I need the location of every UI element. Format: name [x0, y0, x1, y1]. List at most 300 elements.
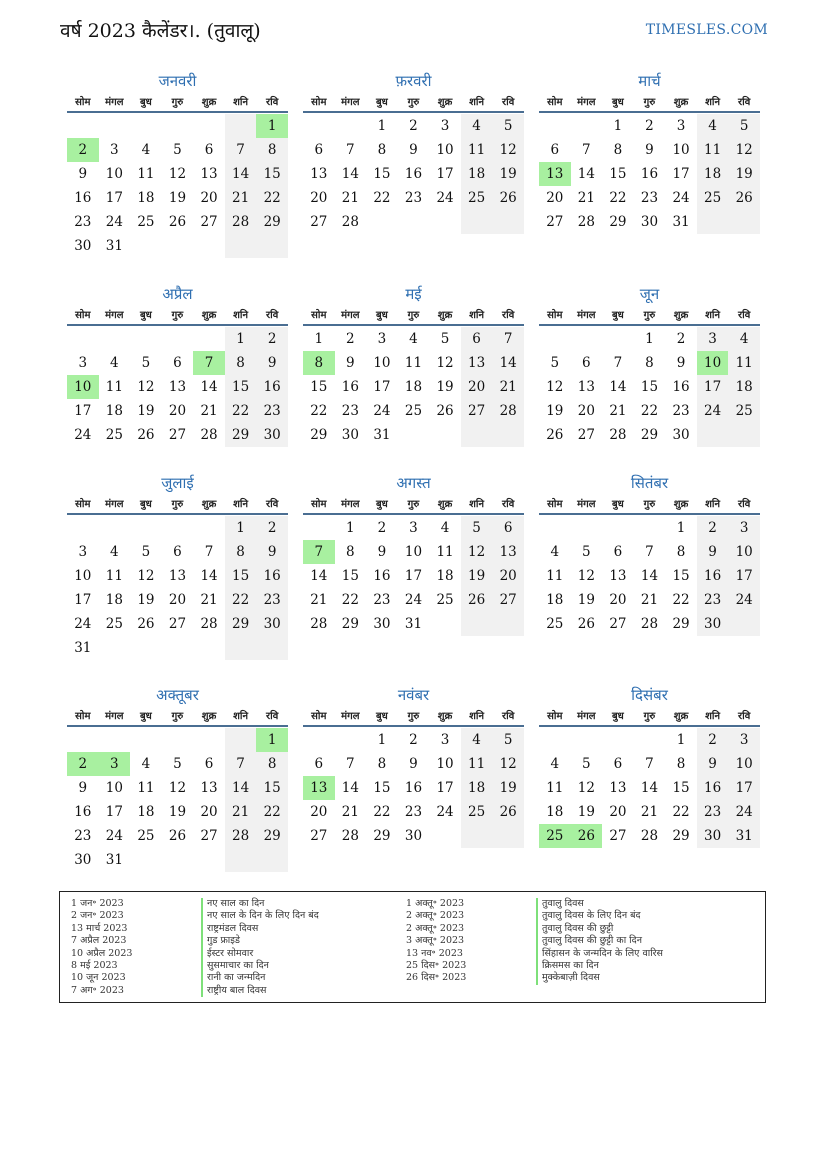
holiday-day-cell[interactable]: 10	[697, 351, 729, 375]
day-cell[interactable]: 29	[609, 214, 627, 230]
day-cell[interactable]: 7	[225, 138, 257, 162]
day-cell[interactable]: 23	[697, 800, 729, 824]
day-cell[interactable]: 12	[137, 379, 155, 395]
day-cell[interactable]: 2	[409, 732, 418, 748]
day-cell[interactable]: 11	[546, 568, 564, 584]
day-cell[interactable]: 7	[346, 756, 355, 772]
day-cell[interactable]: 28	[640, 616, 659, 632]
day-cell[interactable]: 26	[577, 616, 595, 632]
day-cell[interactable]: 3	[697, 327, 729, 351]
day-cell[interactable]: 19	[137, 592, 155, 608]
day-cell[interactable]: 26	[168, 828, 187, 844]
day-cell[interactable]: 30	[697, 612, 729, 636]
day-cell[interactable]: 16	[640, 166, 659, 182]
day-cell[interactable]: 30	[640, 214, 659, 230]
day-cell[interactable]: 26	[436, 403, 454, 419]
day-cell[interactable]: 24	[697, 399, 729, 423]
day-cell[interactable]: 21	[225, 800, 257, 824]
day-cell[interactable]: 19	[546, 403, 564, 419]
day-cell[interactable]: 4	[409, 331, 418, 347]
day-cell[interactable]: 1	[645, 331, 654, 347]
day-cell[interactable]: 27	[310, 214, 328, 230]
day-cell[interactable]: 8	[645, 355, 654, 371]
day-cell[interactable]: 2	[645, 118, 654, 134]
day-cell[interactable]: 1	[613, 118, 623, 134]
day-cell[interactable]: 3	[110, 142, 119, 158]
day-cell[interactable]: 21	[341, 804, 359, 820]
day-cell[interactable]: 19	[436, 379, 454, 395]
day-cell[interactable]: 3	[78, 544, 88, 560]
day-cell[interactable]: 5	[173, 756, 182, 772]
day-cell[interactable]: 17	[373, 379, 391, 395]
day-cell[interactable]: 4	[697, 114, 729, 138]
day-cell[interactable]: 28	[200, 616, 218, 632]
day-cell[interactable]: 12	[492, 138, 524, 162]
day-cell[interactable]: 15	[373, 166, 391, 182]
holiday-day-cell[interactable]: 3	[99, 752, 131, 776]
day-cell[interactable]: 21	[577, 190, 595, 206]
day-cell[interactable]: 9	[697, 540, 729, 564]
day-cell[interactable]: 21	[492, 375, 524, 399]
day-cell[interactable]: 10	[672, 142, 690, 158]
day-cell[interactable]: 25	[728, 399, 760, 423]
day-cell[interactable]: 1	[676, 520, 686, 536]
day-cell[interactable]: 16	[74, 804, 92, 820]
day-cell[interactable]: 19	[492, 162, 524, 186]
day-cell[interactable]: 15	[225, 564, 257, 588]
day-cell[interactable]: 5	[440, 331, 450, 347]
day-cell[interactable]: 11	[137, 166, 155, 182]
day-cell[interactable]: 17	[436, 166, 454, 182]
day-cell[interactable]: 12	[168, 780, 187, 796]
day-cell[interactable]: 26	[461, 588, 493, 612]
day-cell[interactable]: 18	[436, 568, 454, 584]
day-cell[interactable]: 21	[225, 186, 257, 210]
day-cell[interactable]: 20	[609, 804, 627, 820]
day-cell[interactable]: 4	[440, 520, 450, 536]
day-cell[interactable]: 10	[436, 142, 454, 158]
day-cell[interactable]: 16	[74, 190, 92, 206]
day-cell[interactable]: 26	[168, 214, 187, 230]
day-cell[interactable]: 3	[728, 728, 760, 752]
day-cell[interactable]: 24	[436, 804, 454, 820]
day-cell[interactable]: 3	[440, 732, 450, 748]
day-cell[interactable]: 25	[137, 828, 155, 844]
day-cell[interactable]: 16	[404, 166, 423, 182]
day-cell[interactable]: 21	[310, 592, 328, 608]
day-cell[interactable]: 22	[256, 186, 288, 210]
day-cell[interactable]: 9	[409, 756, 418, 772]
day-cell[interactable]: 25	[461, 800, 493, 824]
day-cell[interactable]: 7	[645, 756, 654, 772]
day-cell[interactable]: 2	[256, 516, 288, 540]
holiday-day-cell[interactable]: 25	[539, 824, 571, 848]
day-cell[interactable]: 10	[373, 355, 391, 371]
day-cell[interactable]: 6	[173, 355, 182, 371]
day-cell[interactable]: 14	[225, 162, 257, 186]
day-cell[interactable]: 22	[310, 403, 328, 419]
day-cell[interactable]: 25	[404, 403, 423, 419]
day-cell[interactable]: 26	[137, 616, 155, 632]
day-cell[interactable]: 22	[341, 592, 359, 608]
day-cell[interactable]: 7	[613, 355, 623, 371]
day-cell[interactable]: 28	[341, 828, 359, 844]
day-cell[interactable]: 4	[141, 756, 151, 772]
holiday-day-cell[interactable]: 7	[303, 540, 335, 564]
day-cell[interactable]: 23	[341, 403, 359, 419]
day-cell[interactable]: 17	[74, 403, 92, 419]
day-cell[interactable]: 19	[168, 190, 187, 206]
day-cell[interactable]: 13	[200, 166, 218, 182]
day-cell[interactable]: 2	[346, 331, 355, 347]
day-cell[interactable]: 20	[461, 375, 493, 399]
day-cell[interactable]: 20	[546, 190, 564, 206]
day-cell[interactable]: 30	[256, 423, 288, 447]
day-cell[interactable]: 29	[256, 210, 288, 234]
day-cell[interactable]: 30	[74, 238, 92, 254]
day-cell[interactable]: 18	[697, 162, 729, 186]
day-cell[interactable]: 13	[310, 166, 328, 182]
day-cell[interactable]: 12	[577, 568, 595, 584]
day-cell[interactable]: 15	[640, 379, 659, 395]
day-cell[interactable]: 25	[137, 214, 155, 230]
day-cell[interactable]: 15	[373, 780, 391, 796]
day-cell[interactable]: 31	[404, 616, 423, 632]
day-cell[interactable]: 4	[550, 756, 560, 772]
day-cell[interactable]: 17	[697, 375, 729, 399]
day-cell[interactable]: 22	[672, 804, 690, 820]
day-cell[interactable]: 31	[74, 640, 92, 656]
day-cell[interactable]: 10	[728, 752, 760, 776]
day-cell[interactable]: 30	[74, 852, 92, 868]
day-cell[interactable]: 18	[404, 379, 423, 395]
day-cell[interactable]: 8	[377, 756, 387, 772]
day-cell[interactable]: 12	[461, 540, 493, 564]
day-cell[interactable]: 15	[672, 568, 690, 584]
day-cell[interactable]: 8	[256, 752, 288, 776]
day-cell[interactable]: 30	[341, 427, 359, 443]
holiday-day-cell[interactable]: 2	[67, 752, 99, 776]
day-cell[interactable]: 11	[461, 752, 493, 776]
day-cell[interactable]: 12	[137, 568, 155, 584]
day-cell[interactable]: 20	[168, 403, 187, 419]
site-logo-text[interactable]: TIMESLES.COM	[645, 22, 768, 38]
day-cell[interactable]: 6	[613, 756, 623, 772]
day-cell[interactable]: 13	[461, 351, 493, 375]
day-cell[interactable]: 18	[461, 162, 493, 186]
day-cell[interactable]: 23	[256, 588, 288, 612]
day-cell[interactable]: 20	[310, 190, 328, 206]
day-cell[interactable]: 24	[728, 800, 760, 824]
day-cell[interactable]: 23	[256, 399, 288, 423]
day-cell[interactable]: 11	[105, 568, 123, 584]
day-cell[interactable]: 26	[728, 186, 760, 210]
day-cell[interactable]: 16	[341, 379, 359, 395]
day-cell[interactable]: 3	[728, 516, 760, 540]
holiday-day-cell[interactable]: 7	[193, 351, 225, 375]
day-cell[interactable]: 14	[640, 568, 659, 584]
day-cell[interactable]: 16	[697, 776, 729, 800]
day-cell[interactable]: 9	[409, 142, 418, 158]
day-cell[interactable]: 14	[341, 780, 359, 796]
day-cell[interactable]: 29	[672, 828, 690, 844]
day-cell[interactable]: 13	[168, 379, 187, 395]
day-cell[interactable]: 6	[204, 756, 214, 772]
day-cell[interactable]: 22	[609, 190, 627, 206]
day-cell[interactable]: 7	[225, 752, 257, 776]
day-cell[interactable]: 27	[461, 399, 493, 423]
day-cell[interactable]: 14	[492, 351, 524, 375]
day-cell[interactable]: 2	[697, 728, 729, 752]
day-cell[interactable]: 25	[461, 186, 493, 210]
day-cell[interactable]: 5	[728, 114, 760, 138]
day-cell[interactable]: 7	[346, 142, 355, 158]
day-cell[interactable]: 18	[546, 804, 564, 820]
day-cell[interactable]: 9	[346, 355, 355, 371]
day-cell[interactable]: 9	[256, 351, 288, 375]
day-cell[interactable]: 27	[492, 588, 524, 612]
day-cell[interactable]: 27	[200, 214, 218, 230]
day-cell[interactable]: 31	[105, 238, 123, 254]
day-cell[interactable]: 30	[672, 427, 690, 443]
day-cell[interactable]: 9	[676, 355, 686, 371]
day-cell[interactable]: 28	[341, 214, 359, 230]
day-cell[interactable]: 20	[168, 592, 187, 608]
day-cell[interactable]: 6	[173, 544, 182, 560]
day-cell[interactable]: 31	[728, 824, 760, 848]
day-cell[interactable]: 19	[137, 403, 155, 419]
day-cell[interactable]: 21	[640, 804, 659, 820]
day-cell[interactable]: 9	[645, 142, 654, 158]
day-cell[interactable]: 5	[550, 355, 560, 371]
day-cell[interactable]: 24	[728, 588, 760, 612]
day-cell[interactable]: 18	[137, 190, 155, 206]
day-cell[interactable]: 30	[404, 828, 423, 844]
day-cell[interactable]: 8	[676, 756, 686, 772]
day-cell[interactable]: 30	[697, 824, 729, 848]
day-cell[interactable]: 25	[697, 186, 729, 210]
day-cell[interactable]: 1	[225, 516, 257, 540]
day-cell[interactable]: 6	[461, 327, 493, 351]
day-cell[interactable]: 19	[492, 776, 524, 800]
day-cell[interactable]: 27	[609, 616, 627, 632]
day-cell[interactable]: 18	[105, 403, 123, 419]
day-cell[interactable]: 3	[409, 520, 418, 536]
day-cell[interactable]: 15	[256, 776, 288, 800]
day-cell[interactable]: 23	[74, 214, 92, 230]
day-cell[interactable]: 22	[225, 588, 257, 612]
day-cell[interactable]: 3	[676, 118, 686, 134]
day-cell[interactable]: 4	[110, 355, 119, 371]
day-cell[interactable]: 24	[74, 616, 92, 632]
day-cell[interactable]: 22	[640, 403, 659, 419]
day-cell[interactable]: 13	[168, 568, 187, 584]
day-cell[interactable]: 23	[697, 588, 729, 612]
day-cell[interactable]: 25	[436, 592, 454, 608]
day-cell[interactable]: 11	[137, 780, 155, 796]
day-cell[interactable]: 20	[609, 592, 627, 608]
day-cell[interactable]: 18	[137, 804, 155, 820]
day-cell[interactable]: 4	[141, 142, 151, 158]
day-cell[interactable]: 13	[577, 379, 595, 395]
day-cell[interactable]: 14	[200, 379, 218, 395]
day-cell[interactable]: 18	[546, 592, 564, 608]
day-cell[interactable]: 19	[168, 804, 187, 820]
day-cell[interactable]: 27	[168, 427, 187, 443]
day-cell[interactable]: 8	[377, 142, 387, 158]
day-cell[interactable]: 28	[492, 399, 524, 423]
day-cell[interactable]: 13	[609, 780, 627, 796]
day-cell[interactable]: 31	[373, 427, 391, 443]
day-cell[interactable]: 17	[105, 804, 123, 820]
day-cell[interactable]: 15	[341, 568, 359, 584]
holiday-day-cell[interactable]: 2	[67, 138, 99, 162]
day-cell[interactable]: 28	[640, 828, 659, 844]
day-cell[interactable]: 14	[200, 568, 218, 584]
day-cell[interactable]: 22	[373, 804, 391, 820]
day-cell[interactable]: 22	[672, 592, 690, 608]
day-cell[interactable]: 16	[672, 379, 690, 395]
day-cell[interactable]: 29	[640, 427, 659, 443]
day-cell[interactable]: 6	[492, 516, 524, 540]
day-cell[interactable]: 17	[728, 776, 760, 800]
day-cell[interactable]: 23	[404, 190, 423, 206]
day-cell[interactable]: 24	[74, 427, 92, 443]
day-cell[interactable]: 24	[436, 190, 454, 206]
day-cell[interactable]: 8	[225, 351, 257, 375]
holiday-day-cell[interactable]: 10	[67, 375, 99, 399]
day-cell[interactable]: 10	[728, 540, 760, 564]
day-cell[interactable]: 18	[461, 776, 493, 800]
day-cell[interactable]: 31	[672, 214, 690, 230]
day-cell[interactable]: 30	[373, 616, 391, 632]
day-cell[interactable]: 29	[256, 824, 288, 848]
day-cell[interactable]: 4	[728, 327, 760, 351]
day-cell[interactable]: 19	[461, 564, 493, 588]
day-cell[interactable]: 9	[78, 166, 88, 182]
day-cell[interactable]: 14	[225, 776, 257, 800]
day-cell[interactable]: 5	[141, 544, 151, 560]
day-cell[interactable]: 21	[341, 190, 359, 206]
day-cell[interactable]: 12	[168, 166, 187, 182]
day-cell[interactable]: 27	[609, 828, 627, 844]
day-cell[interactable]: 17	[672, 166, 690, 182]
day-cell[interactable]: 16	[256, 375, 288, 399]
day-cell[interactable]: 3	[440, 118, 450, 134]
day-cell[interactable]: 8	[346, 544, 355, 560]
day-cell[interactable]: 21	[640, 592, 659, 608]
day-cell[interactable]: 29	[341, 616, 359, 632]
day-cell[interactable]: 23	[672, 403, 690, 419]
day-cell[interactable]: 17	[436, 780, 454, 796]
day-cell[interactable]: 27	[577, 427, 595, 443]
day-cell[interactable]: 10	[74, 568, 92, 584]
day-cell[interactable]: 9	[256, 540, 288, 564]
day-cell[interactable]: 15	[609, 166, 627, 182]
day-cell[interactable]: 28	[225, 824, 257, 848]
day-cell[interactable]: 1	[225, 327, 257, 351]
day-cell[interactable]: 5	[141, 355, 151, 371]
day-cell[interactable]: 4	[550, 544, 560, 560]
day-cell[interactable]: 13	[200, 780, 218, 796]
day-cell[interactable]: 14	[577, 166, 595, 182]
day-cell[interactable]: 7	[204, 544, 214, 560]
day-cell[interactable]: 6	[582, 355, 591, 371]
day-cell[interactable]: 17	[74, 592, 92, 608]
day-cell[interactable]: 10	[436, 756, 454, 772]
day-cell[interactable]: 17	[404, 568, 423, 584]
day-cell[interactable]: 7	[645, 544, 654, 560]
day-cell[interactable]: 14	[341, 166, 359, 182]
day-cell[interactable]: 7	[582, 142, 591, 158]
day-cell[interactable]: 5	[582, 756, 591, 772]
day-cell[interactable]: 11	[461, 138, 493, 162]
day-cell[interactable]: 2	[676, 331, 686, 347]
holiday-day-cell[interactable]: 26	[571, 824, 603, 848]
day-cell[interactable]: 22	[225, 399, 257, 423]
day-cell[interactable]: 24	[105, 828, 123, 844]
day-cell[interactable]: 3	[377, 331, 387, 347]
day-cell[interactable]: 25	[105, 616, 123, 632]
day-cell[interactable]: 18	[105, 592, 123, 608]
day-cell[interactable]: 5	[173, 142, 182, 158]
day-cell[interactable]: 28	[310, 616, 328, 632]
day-cell[interactable]: 1	[377, 732, 387, 748]
day-cell[interactable]: 11	[436, 544, 454, 560]
day-cell[interactable]: 20	[577, 403, 595, 419]
day-cell[interactable]: 28	[225, 210, 257, 234]
day-cell[interactable]: 7	[492, 327, 524, 351]
day-cell[interactable]: 6	[314, 142, 324, 158]
day-cell[interactable]: 21	[609, 403, 627, 419]
day-cell[interactable]: 2	[377, 520, 387, 536]
day-cell[interactable]: 6	[314, 756, 324, 772]
day-cell[interactable]: 12	[546, 379, 564, 395]
day-cell[interactable]: 10	[404, 544, 423, 560]
day-cell[interactable]: 1	[346, 520, 355, 536]
day-cell[interactable]: 11	[546, 780, 564, 796]
day-cell[interactable]: 22	[373, 190, 391, 206]
day-cell[interactable]: 21	[200, 403, 218, 419]
day-cell[interactable]: 1	[377, 118, 387, 134]
day-cell[interactable]: 20	[492, 564, 524, 588]
day-cell[interactable]: 6	[613, 544, 623, 560]
day-cell[interactable]: 12	[492, 752, 524, 776]
day-cell[interactable]: 14	[640, 780, 659, 796]
day-cell[interactable]: 5	[461, 516, 493, 540]
day-cell[interactable]: 9	[377, 544, 387, 560]
day-cell[interactable]: 26	[492, 800, 524, 824]
day-cell[interactable]: 20	[200, 190, 218, 206]
day-cell[interactable]: 25	[105, 427, 123, 443]
day-cell[interactable]: 19	[577, 592, 595, 608]
day-cell[interactable]: 29	[225, 612, 257, 636]
day-cell[interactable]: 22	[256, 800, 288, 824]
day-cell[interactable]: 15	[225, 375, 257, 399]
day-cell[interactable]: 19	[728, 162, 760, 186]
day-cell[interactable]: 5	[492, 728, 524, 752]
day-cell[interactable]: 1	[314, 331, 324, 347]
day-cell[interactable]: 23	[640, 190, 659, 206]
day-cell[interactable]: 24	[404, 592, 423, 608]
day-cell[interactable]: 28	[200, 427, 218, 443]
day-cell[interactable]: 5	[492, 114, 524, 138]
day-cell[interactable]: 11	[404, 355, 423, 371]
holiday-day-cell[interactable]: 13	[303, 776, 335, 800]
day-cell[interactable]: 20	[310, 804, 328, 820]
day-cell[interactable]: 11	[697, 138, 729, 162]
day-cell[interactable]: 6	[204, 142, 214, 158]
